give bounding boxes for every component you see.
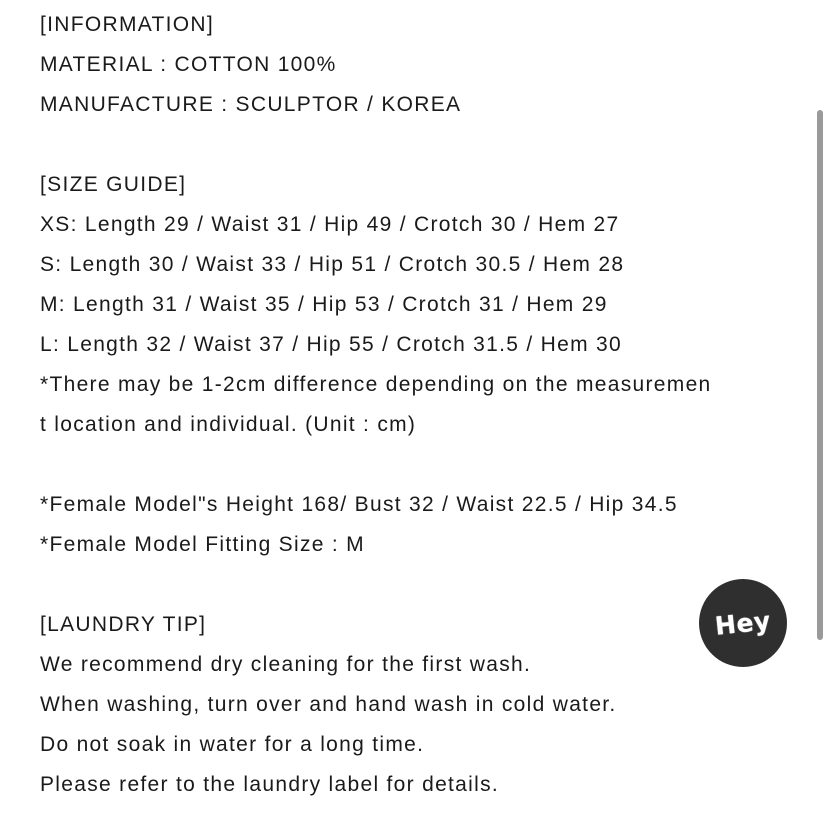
hey-chat-button[interactable]	[699, 579, 787, 667]
size-row-xs: XS: Length 29 / Waist 31 / Hip 49 / Crotch 30 / Hem 27	[40, 213, 620, 236]
laundry-heading: [LAUNDRY TIP]	[40, 613, 207, 636]
laundry-tip-4: Please refer to the laundry label for details.	[40, 773, 500, 796]
size-note-line-1: *There may be 1-2cm difference depending on the measuremen	[40, 373, 712, 396]
section-spacer	[40, 565, 800, 605]
laundry-tip-2: When washing, turn over and hand wash in cold water.	[40, 693, 617, 716]
vertical-scrollbar[interactable]	[817, 110, 823, 640]
model-fitting-size: *Female Model Fitting Size : M	[40, 533, 365, 556]
laundry-tip-1: We recommend dry cleaning for the first wash.	[40, 653, 532, 676]
hey-chat-label: Hey	[713, 605, 773, 641]
material-text: MATERIAL : COTTON 100%	[40, 53, 337, 76]
section-spacer	[40, 445, 800, 485]
laundry-tip-3: Do not soak in water for a long time.	[40, 733, 425, 756]
size-guide-heading: [SIZE GUIDE]	[40, 173, 187, 196]
scrollbar-thumb[interactable]	[817, 110, 823, 640]
size-row-l: L: Length 32 / Waist 37 / Hip 55 / Crotch 31.5 / Hem 30	[40, 333, 622, 356]
size-row-m: M: Length 31 / Waist 35 / Hip 53 / Crotch 31 / Hem 29	[40, 293, 608, 316]
information-heading: [INFORMATION]	[40, 13, 214, 36]
section-spacer	[40, 125, 800, 165]
manufacture-text: MANUFACTURE : SCULPTOR / KOREA	[40, 93, 462, 116]
model-measurements: *Female Model"s Height 168/ Bust 32 / Waist 22.5 / Hip 34.5	[40, 493, 678, 516]
product-details	[40, 5, 800, 805]
size-note-line-2: t location and individual. (Unit : cm)	[40, 413, 417, 436]
size-row-s: S: Length 30 / Waist 33 / Hip 51 / Crotch 30.5 / Hem 28	[40, 253, 625, 276]
